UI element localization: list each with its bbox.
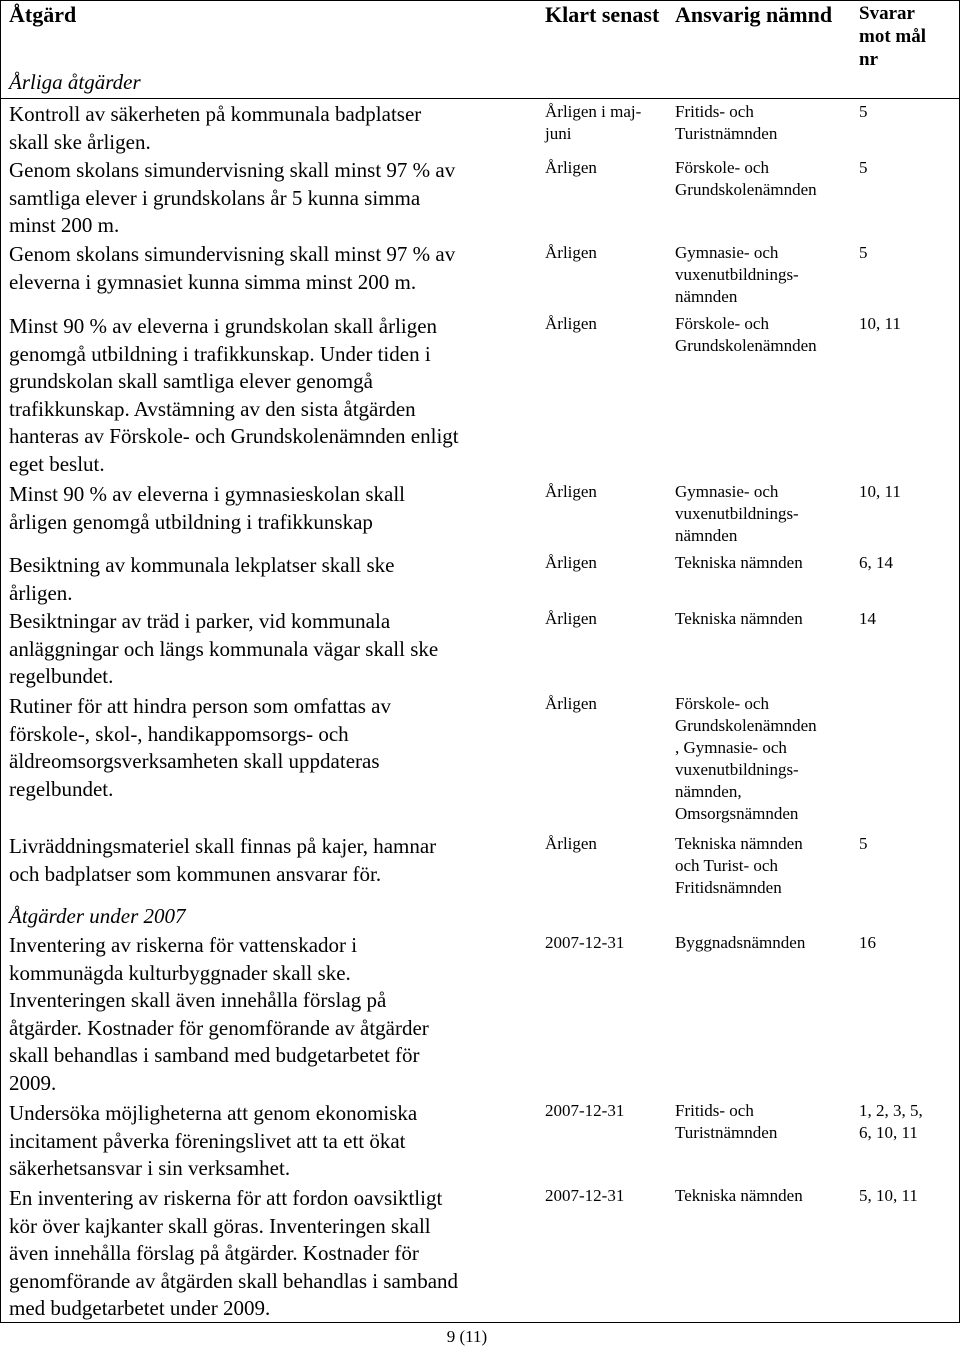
row-1-responsible: Förskole- och Grundskolenämnden [675,158,817,199]
row-5-action: Besiktning av kommunala lekplatser skall ske årligen. [9,553,395,605]
row-7-responsible: Förskole- och Grundskolenämnden , Gymnasie- och vuxenutbildnings- nämnden, Omsorgsnämnden [675,694,817,823]
row-10-responsible: Fritids- och Turistnämnden [675,1101,778,1142]
row-1-deadline: Årligen [545,158,597,177]
row-2-deadline: Årligen [545,243,597,262]
row-11-responsible: Tekniska nämnden [675,1186,803,1205]
row-7-deadline: Årligen [545,694,597,713]
row-0-goal: 5 [859,102,868,121]
row-8-responsible: Tekniska nämnden och Turist- och Fritidsnämnden [675,834,803,897]
row-8-goal: 5 [859,834,868,853]
header-divider [0,98,960,99]
row-3-action: Minst 90 % av eleverna i grundskolan skall årligen genomgå utbildning i trafikkunskap. Under tiden i grundskolan skall samtliga elever genomgå trafikkunskap. Avstämning av den sista åtgärden hanteras av Förskole- och Grundskolenämnden enligt eget beslut. [9,314,459,476]
row-11-deadline: 2007-12-31 [545,1186,625,1205]
row-1-goal: 5 [859,158,868,177]
row-9-deadline: 2007-12-31 [545,933,625,952]
row-9-action: Inventering av riskerna för vattenskador i kommunägda kulturbyggnader skall ske. Inventeringen skall även innehålla förslag på åtgärder. Kostnader för genomförande av åtgärder skall behandlas i samband med budgetarbetet för 2009. [9,933,429,1095]
header-responsible: Ansvarig nämnd [675,2,833,27]
row-4-goal: 10, 11 [859,482,901,501]
row-5-deadline: Årligen [545,553,597,572]
row-8-action: Livräddningsmateriel skall finnas på kajer, hamnar och badplatser som kommunen ansvarar för. [9,834,437,886]
row-3-responsible: Förskole- och Grundskolenämnden [675,314,817,355]
header-deadline: Klart senast [545,2,660,27]
page-number: 9 (11) [446,1327,488,1346]
row-0-responsible: Fritids- och Turistnämnden [675,102,778,143]
row-10-goal: 1, 2, 3, 5, 6, 10, 11 [859,1101,923,1142]
header-goal: Svarar mot mål nr [859,3,927,70]
row-6-responsible: Tekniska nämnden [675,609,803,628]
row-1-action: Genom skolans simundervisning skall minst 97 % av samtliga elever i grundskolans år 5 kunna simma minst 200 m. [9,158,456,237]
row-6-goal: 14 [859,609,876,628]
row-11-goal: 5, 10, 11 [859,1186,918,1205]
row-2-goal: 5 [859,243,868,262]
row-7-action: Rutiner för att hindra person som omfattas av förskole-, skol-, handikappomsorgs- och äldreomsorgsverksamheten skall uppdateras regelbundet. [9,694,391,801]
row-3-goal: 10, 11 [859,314,901,333]
section-2007: Åtgärder under 2007 [9,904,186,928]
row-2-responsible: Gymnasie- och vuxenutbildnings- nämnden [675,243,799,306]
section-annual: Årliga åtgärder [9,70,141,94]
row-10-action: Undersöka möjligheterna att genom ekonomiska incitament påverka föreningslivet att ta ett ökat säkerhetsansvar i sin verksamhet. [9,1101,418,1180]
row-9-responsible: Byggnadsnämnden [675,933,806,952]
row-11-action: En inventering av riskerna för att fordon oavsiktligt kör över kajkanter skall göras. Inventeringen skall även innehålla förslag på åtgärder. Kostnader för genomförande av åtgärden skall behandlas i samband med budgetarbetet under 2009. [9,1186,459,1320]
row-4-action: Minst 90 % av eleverna i gymnasieskolan skall årligen genomgå utbildning i trafikkunskap [9,482,405,534]
row-9-goal: 16 [859,933,876,952]
row-3-deadline: Årligen [545,314,597,333]
header-action: Åtgärd [9,2,77,27]
row-0-deadline: Årligen i maj- juni [545,102,642,143]
row-8-deadline: Årligen [545,834,597,853]
row-6-action: Besiktningar av träd i parker, vid kommunala anläggningar och längs kommunala vägar skall ske regelbundet. [9,609,439,688]
row-5-responsible: Tekniska nämnden [675,553,803,572]
row-0-action: Kontroll av säkerheten på kommunala badplatser skall ske årligen. [9,102,422,154]
row-4-deadline: Årligen [545,482,597,501]
row-4-responsible: Gymnasie- och vuxenutbildnings- nämnden [675,482,799,545]
row-5-goal: 6, 14 [859,553,893,572]
row-6-deadline: Årligen [545,609,597,628]
row-10-deadline: 2007-12-31 [545,1101,625,1120]
row-2-action: Genom skolans simundervisning skall minst 97 % av eleverna i gymnasiet kunna simma minst 200 m. [9,242,456,294]
